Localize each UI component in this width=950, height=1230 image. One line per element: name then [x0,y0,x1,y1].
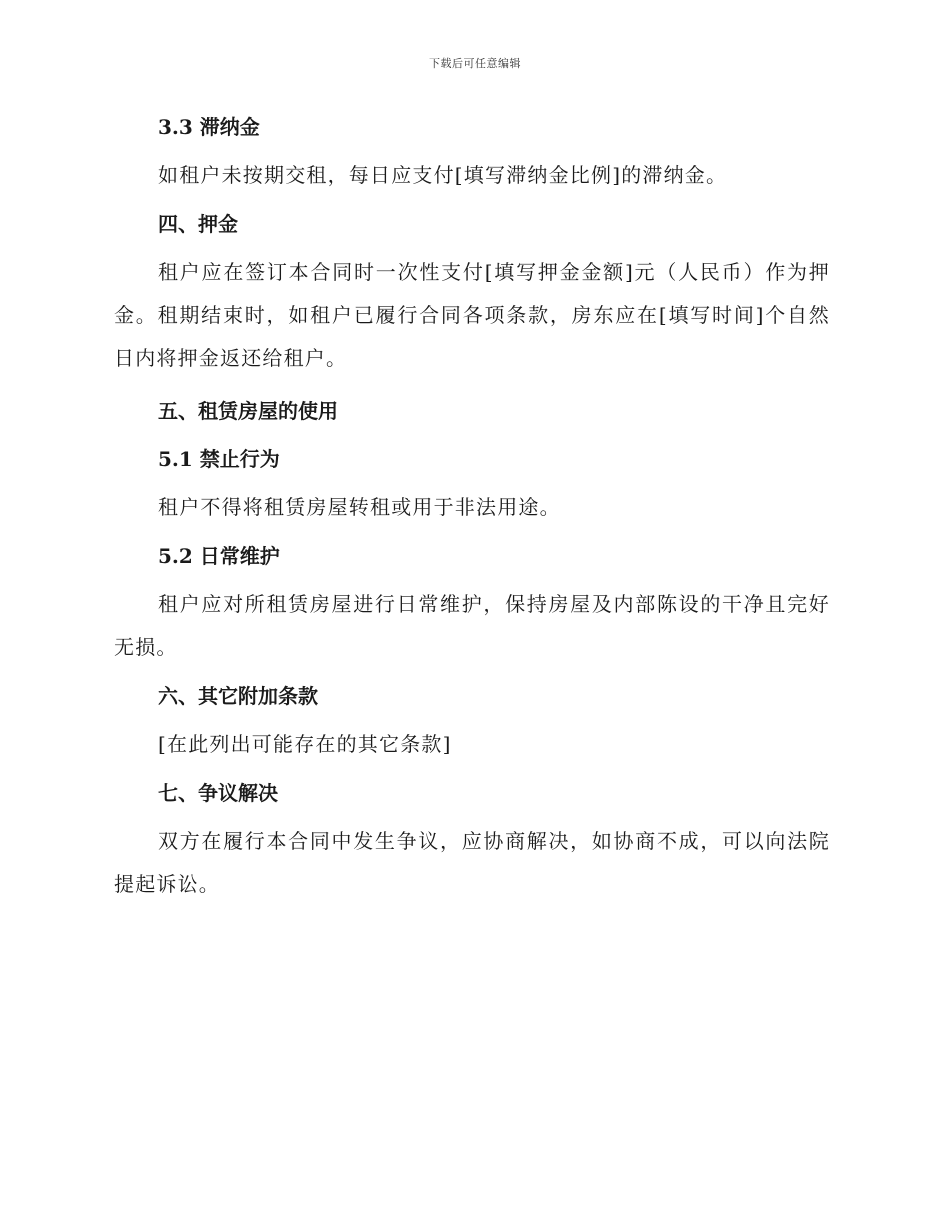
section-heading-5-1: 5.1 禁止行为 [158,447,280,471]
section-body-4: 租户应在签订本合同时一次性支付[填写押金金额]元（人民币）作为押金。租期结束时，如租户已履行合同各项条款，房东应在[填写时间]个自然日内将押金返还给租户。 [114,260,830,370]
section-heading-4: 四、押金 [158,212,238,236]
section-body-5-2: 租户应对所租赁房屋进行日常维护，保持房屋及内部陈设的干净且完好无损。 [114,592,830,659]
section-heading-5: 五、租赁房屋的使用 [158,399,338,423]
document-content [114,110,830,906]
header-note: 下载后可任意编辑 [429,57,521,70]
section-body-7: 双方在履行本合同中发生争议，应协商解决，如协商不成，可以向法院提起诉讼。 [114,829,830,896]
section-heading-7: 七、争议解决 [158,781,278,805]
section-heading-5-2: 5.2 日常维护 [158,544,280,568]
section-heading-3-3: 3.3 滞纳金 [158,115,260,139]
section-heading-6: 六、其它附加条款 [158,684,318,708]
section-body-6: [在此列出可能存在的其它条款] [158,732,452,756]
section-body-5-1: 租户不得将租赁房屋转租或用于非法用途。 [158,495,561,519]
section-body-3-3: 如租户未按期交租，每日应支付[填写滞纳金比例]的滞纳金。 [158,163,728,187]
